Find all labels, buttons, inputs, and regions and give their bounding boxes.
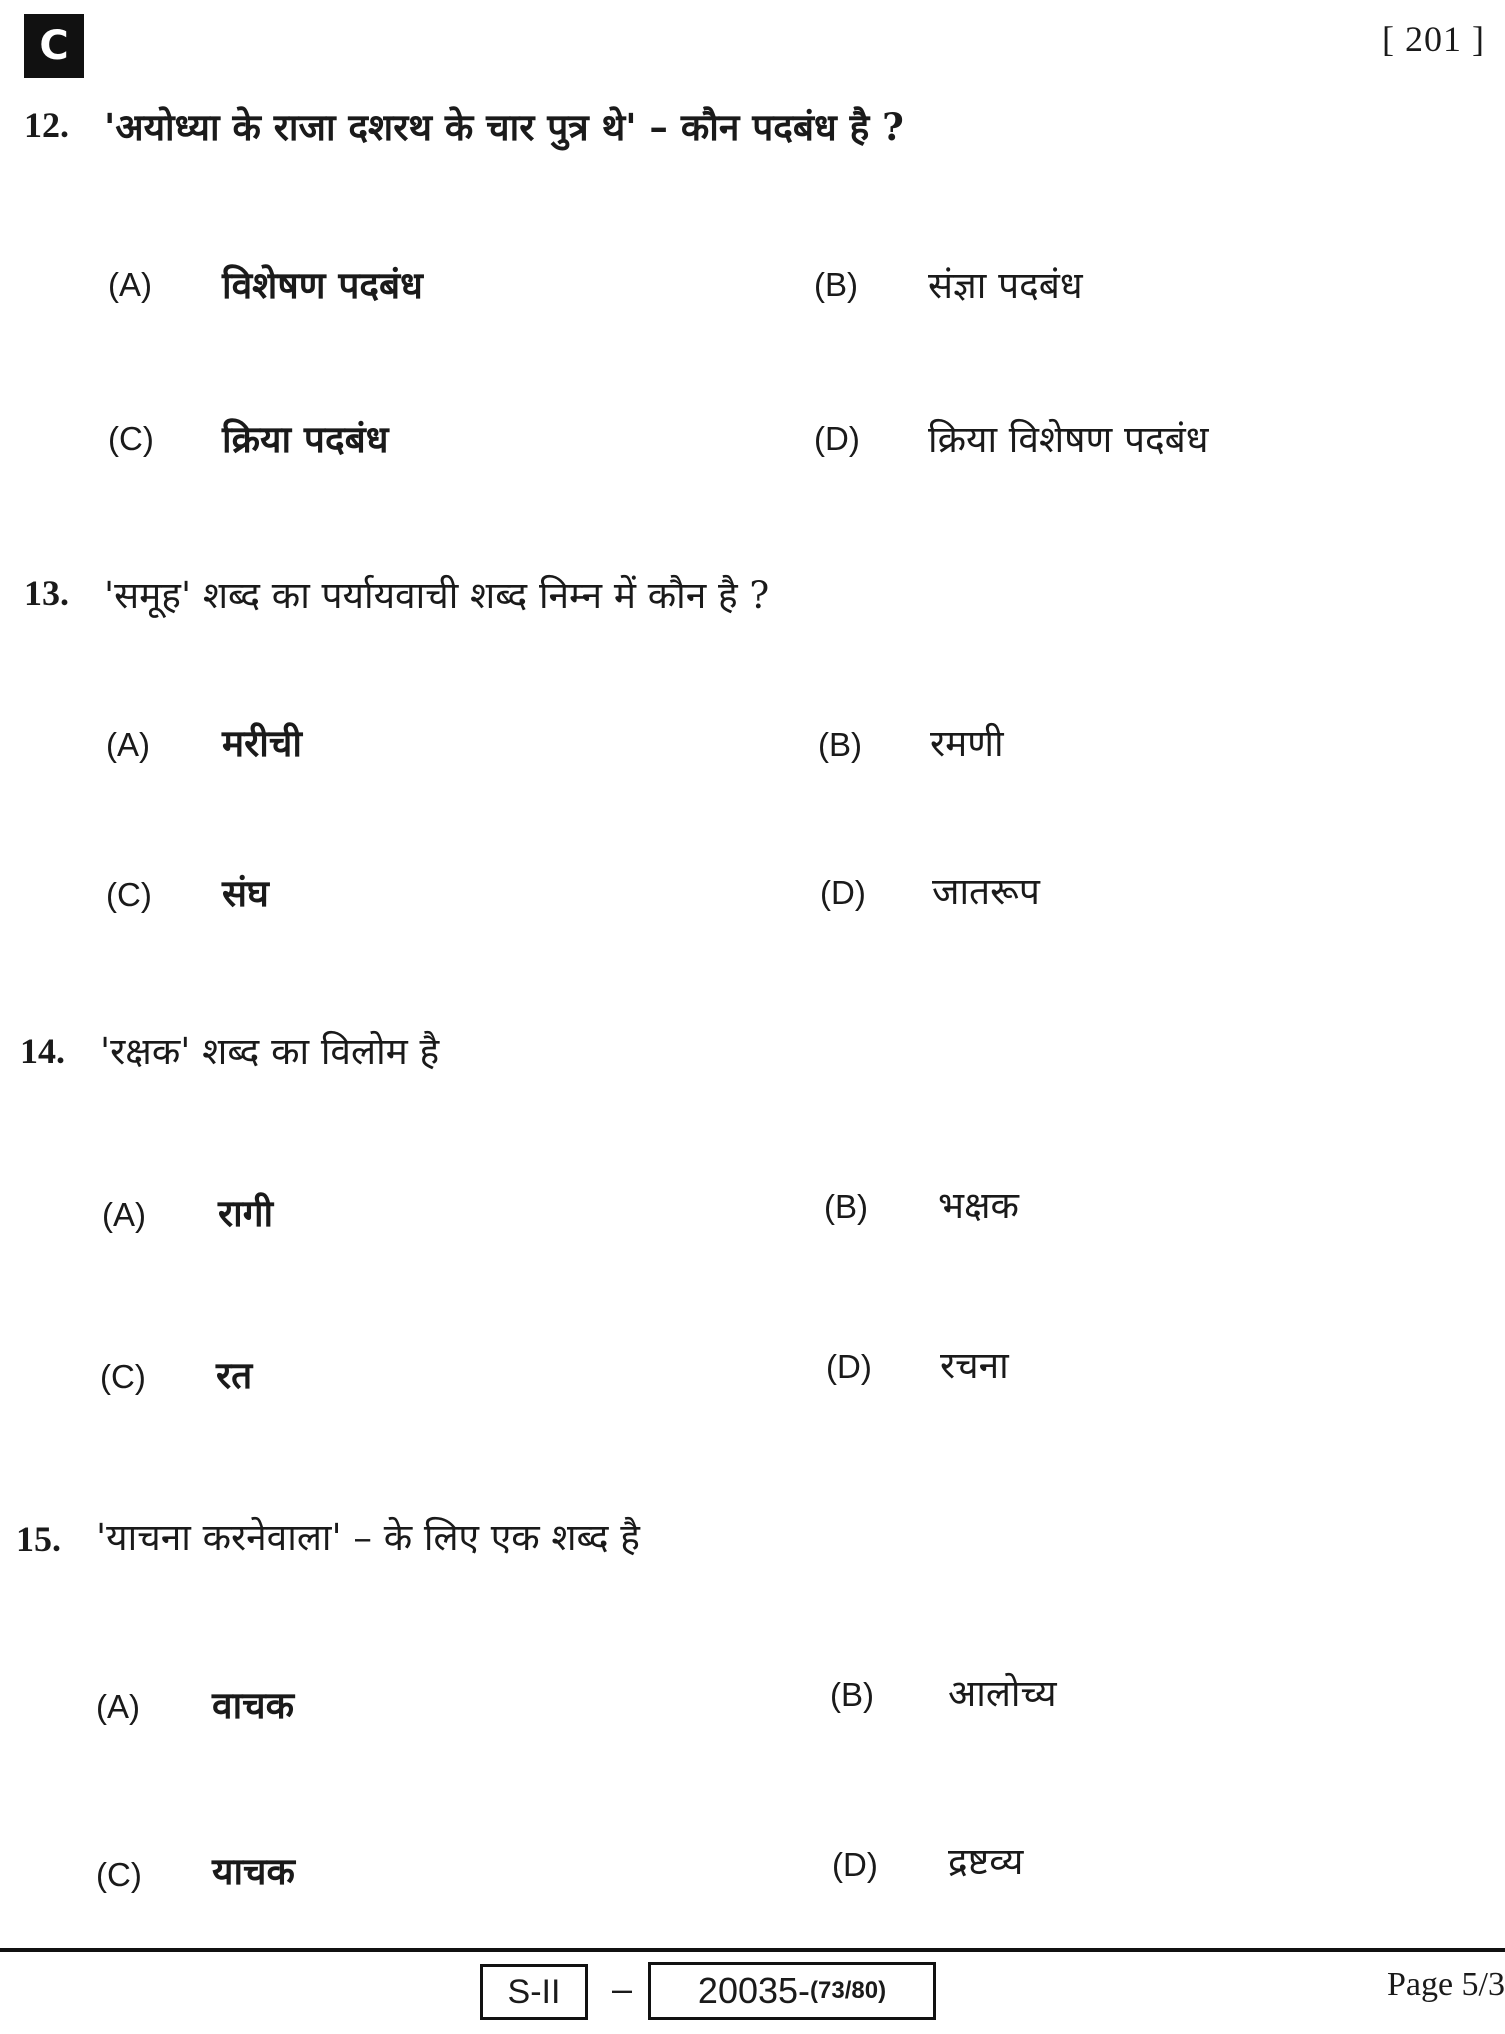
option-b-label: (B) (830, 1676, 874, 1713)
booklet-code-sub: (73/80) (810, 1977, 887, 2004)
option-d-text: क्रिया विशेषण पदबंध (928, 418, 1209, 461)
option-a-text: मरीची (222, 721, 302, 765)
question-number: 13. (24, 573, 69, 613)
option-a-label: (A) (96, 1688, 140, 1725)
option-d-text: द्रष्टव्य (948, 1840, 1024, 1883)
option-a-label: (A) (106, 726, 150, 763)
option-c-label: (C) (100, 1358, 146, 1395)
option-b-text: आलोच्य (948, 1672, 1057, 1715)
question-text: 'रक्षक' शब्द का विलोम है (100, 1030, 440, 1073)
series-box: S-II (480, 1964, 588, 2020)
question-number: 15. (16, 1519, 61, 1559)
footer-separator: – (612, 1968, 633, 2009)
option-a-text: रागी (218, 1191, 274, 1235)
option-b-label: (B) (814, 266, 858, 303)
option-c-label: (C) (108, 420, 154, 457)
footer (0, 1960, 1505, 2030)
option-a-label: (A) (102, 1196, 146, 1233)
option-d-label: (D) (826, 1348, 872, 1385)
option-b-label: (B) (818, 726, 862, 763)
page-number: Page 5/3 (1386, 1966, 1505, 2003)
option-c-text: याचक (212, 1849, 295, 1893)
option-c-label: (C) (106, 876, 152, 913)
option-a-text: विशेषण पदबंध (222, 263, 423, 307)
option-a-label: (A) (108, 266, 152, 303)
option-d-label: (D) (832, 1846, 878, 1883)
question-number: 12. (24, 105, 69, 145)
booklet-code-box (648, 1962, 936, 2020)
set-badge: C (24, 14, 84, 78)
question-number: 14. (20, 1031, 65, 1071)
option-d-label: (D) (820, 874, 866, 911)
option-b-text: संज्ञा पदबंध (928, 264, 1083, 307)
option-d-text: रचना (940, 1344, 1009, 1387)
option-b-text: भक्षक (938, 1184, 1019, 1227)
option-a-text: वाचक (212, 1683, 295, 1727)
option-b-label: (B) (824, 1188, 868, 1225)
option-b-text: रमणी (930, 722, 1004, 765)
option-c-text: क्रिया पदबंध (222, 417, 389, 461)
option-c-text: संघ (222, 871, 269, 915)
option-d-text: जातरूप (932, 870, 1040, 913)
question-text: 'समूह' शब्द का पर्यायवाची शब्द निम्न में कौन है ? (104, 574, 770, 617)
option-c-label: (C) (96, 1856, 142, 1893)
option-c-text: रत (216, 1353, 253, 1397)
question-text: 'अयोध्या के राजा दशरथ के चार पुत्र थे' – कौन पदबंध है ? (104, 105, 904, 149)
option-d-label: (D) (814, 420, 860, 457)
footer-divider (0, 1948, 1505, 1952)
booklet-code: 20035- (697, 1970, 811, 2011)
question-text: 'याचना करनेवाला' – के लिए एक शब्द है (96, 1516, 640, 1559)
paper-code: [ 201 ] (1382, 19, 1485, 59)
